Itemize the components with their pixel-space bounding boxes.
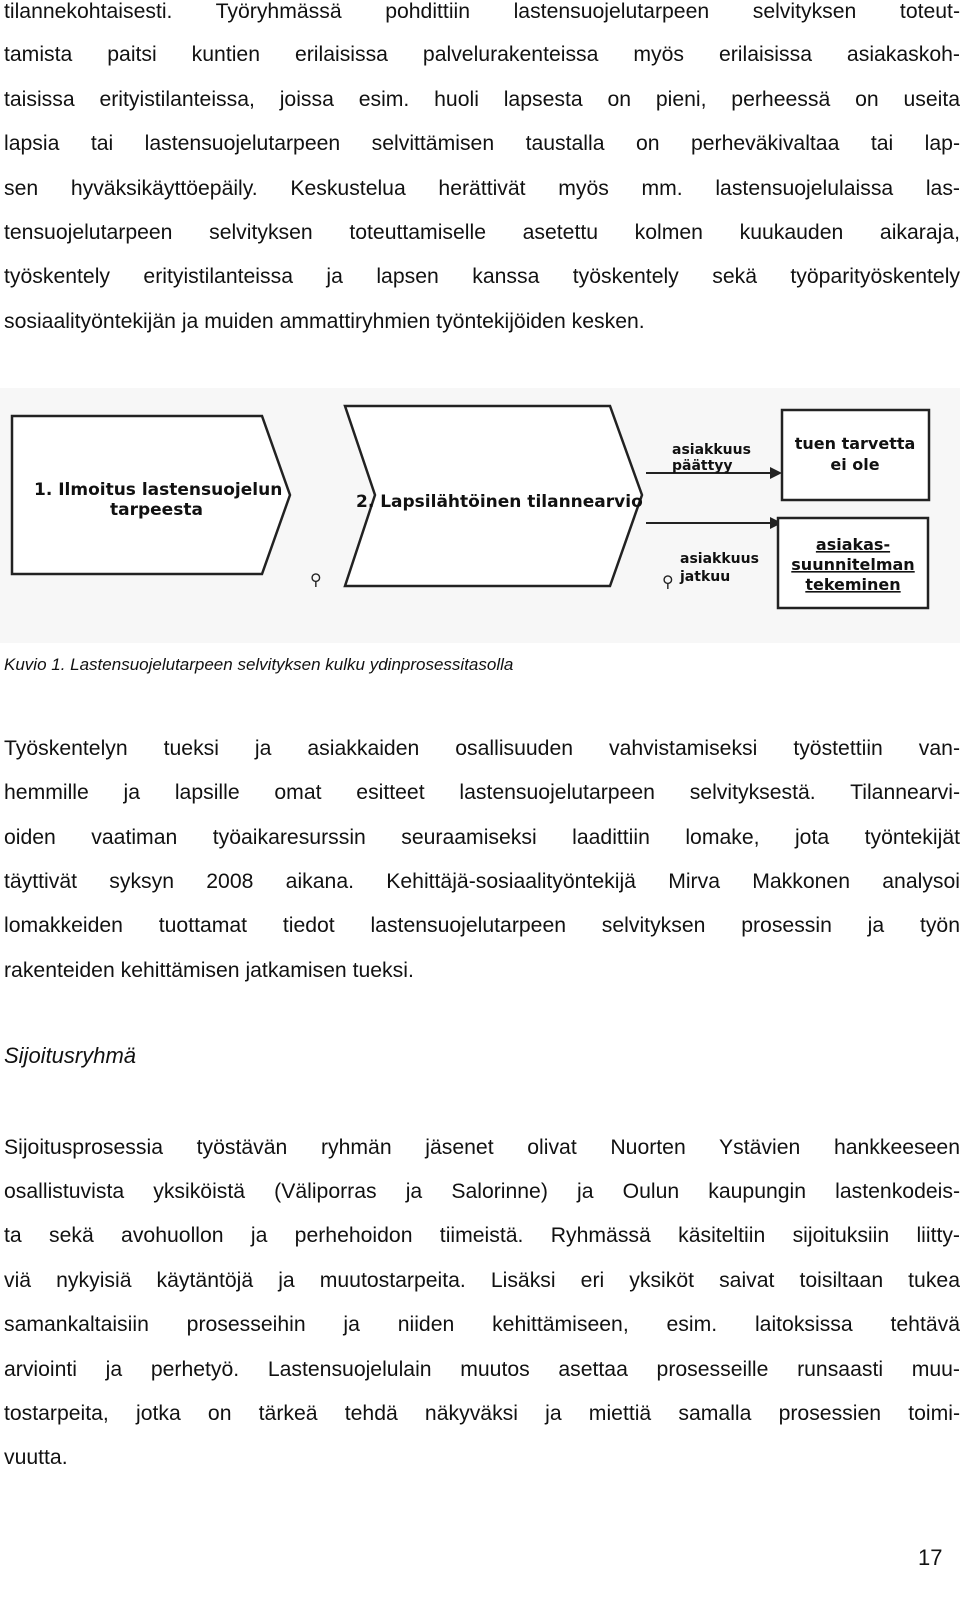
text-line: vuutta. bbox=[4, 1446, 68, 1469]
text-line: tensuojelutarpeen selvityksen toteuttamiselle asetettu kolmen kuukauden aikaraja, bbox=[4, 221, 960, 244]
result-no-support-line2: ei ole bbox=[830, 455, 880, 474]
arrow-top-label-line1: asiakkuus bbox=[672, 442, 751, 458]
key-icon: ⚲ bbox=[662, 574, 674, 591]
text-line: lomakkeiden tuottamat tiedot lastensuojelutarpeen selvityksen prosessin ja työn bbox=[4, 914, 960, 937]
text-line: lapsia tai lastensuojelutarpeen selvittämisen taustalla on perheväkivaltaa tai lap- bbox=[4, 132, 960, 155]
text-line: oiden vaatiman työaikaresurssin seuraamiseksi laadittiin lomake, jota työntekijät bbox=[4, 826, 960, 849]
section-heading: Sijoitusryhmä bbox=[4, 1043, 137, 1068]
result-client-plan-line1: asiakas- bbox=[815, 535, 891, 554]
text-line: arviointi ja perhetyö. Lastensuojelulain muutos asettaa prosesseille runsaasti muu- bbox=[4, 1358, 960, 1381]
text-line: taisissa erityistilanteissa, joissa esim. huoli lapsesta on pieni, perheessä on useita bbox=[4, 88, 960, 111]
text-line: rakenteiden kehittämisen jatkamisen tueksi. bbox=[4, 959, 414, 982]
result-client-plan-line2: suunnitelman bbox=[791, 555, 915, 574]
process-flow-diagram bbox=[0, 388, 960, 643]
arrow-top-label-line2: päättyy bbox=[672, 458, 733, 474]
text-line: tilannekohtaisesti. Työryhmässä pohdittiin lastensuojelutarpeen selvityksen toteut- bbox=[4, 0, 960, 23]
text-line: Työskentelyn tueksi ja asiakkaiden osallisuuden vahvistamiseksi työstettiin van- bbox=[4, 737, 960, 760]
arrow-bottom-label-line2: jatkuu bbox=[680, 569, 731, 585]
step-2-label: 2. Lapsilähtöinen tilannearvio bbox=[356, 492, 643, 512]
text-line: sosiaalityöntekijän ja muiden ammattiryhmien työntekijöiden kesken. bbox=[4, 310, 645, 333]
text-line: täyttivät syksyn 2008 aikana. Kehittäjä-sosiaalityöntekijä Mirva Makkonen analysoi bbox=[4, 870, 960, 893]
arrow-bottom-label-line1: asiakkuus bbox=[680, 551, 759, 567]
text-line: ta sekä avohuollon ja perhehoidon tiimeistä. Ryhmässä käsiteltiin sijoituksiin liitty- bbox=[4, 1224, 960, 1247]
step-1-label-line1: 1. Ilmoitus lastensuojelun bbox=[34, 480, 283, 500]
text-line: hemmille ja lapsille omat esitteet lastensuojelutarpeen selvityksestä. Tilannearvi- bbox=[4, 781, 960, 804]
text-line: samankaltaisiin prosesseihin ja niiden kehittämiseen, esim. laitoksissa tehtävä bbox=[4, 1313, 960, 1336]
figure-caption: Kuvio 1. Lastensuojelutarpeen selvityksen kulku ydinprosessitasolla bbox=[4, 655, 514, 674]
page-number: 17 bbox=[918, 1545, 943, 1570]
text-line: viä nykyisiä käytäntöjä ja muutostarpeita. Lisäksi eri yksiköt saivat toisiltaan tukea bbox=[4, 1269, 960, 1292]
result-no-support-line1: tuen tarvetta bbox=[794, 434, 916, 453]
key-icon: ⚲ bbox=[310, 572, 322, 589]
text-line: työskentely erityistilanteissa ja lapsen kanssa työskentely sekä työparityöskentely bbox=[4, 265, 960, 288]
text-line: tostarpeita, jotka on tärkeä tehdä näkyväksi ja miettiä samalla prosessien toimi- bbox=[4, 1402, 960, 1425]
text-line: osallistuvista yksiköistä (Väliporras ja Salorinne) ja Oulun kaupungin lastenkodeis- bbox=[4, 1180, 960, 1203]
result-client-plan-line3: tekeminen bbox=[805, 575, 901, 594]
text-line: tamista paitsi kuntien erilaisissa palvelurakenteissa myös erilaisissa asiakaskoh- bbox=[4, 43, 960, 66]
text-line: sen hyväksikäyttöepäily. Keskustelua herättivät myös mm. lastensuojelulaissa las- bbox=[4, 177, 960, 200]
step-1-label-line2: tarpeesta bbox=[110, 500, 203, 520]
text-line: Sijoitusprosessia työstävän ryhmän jäsenet olivat Nuorten Ystävien hankkeeseen bbox=[4, 1136, 960, 1159]
